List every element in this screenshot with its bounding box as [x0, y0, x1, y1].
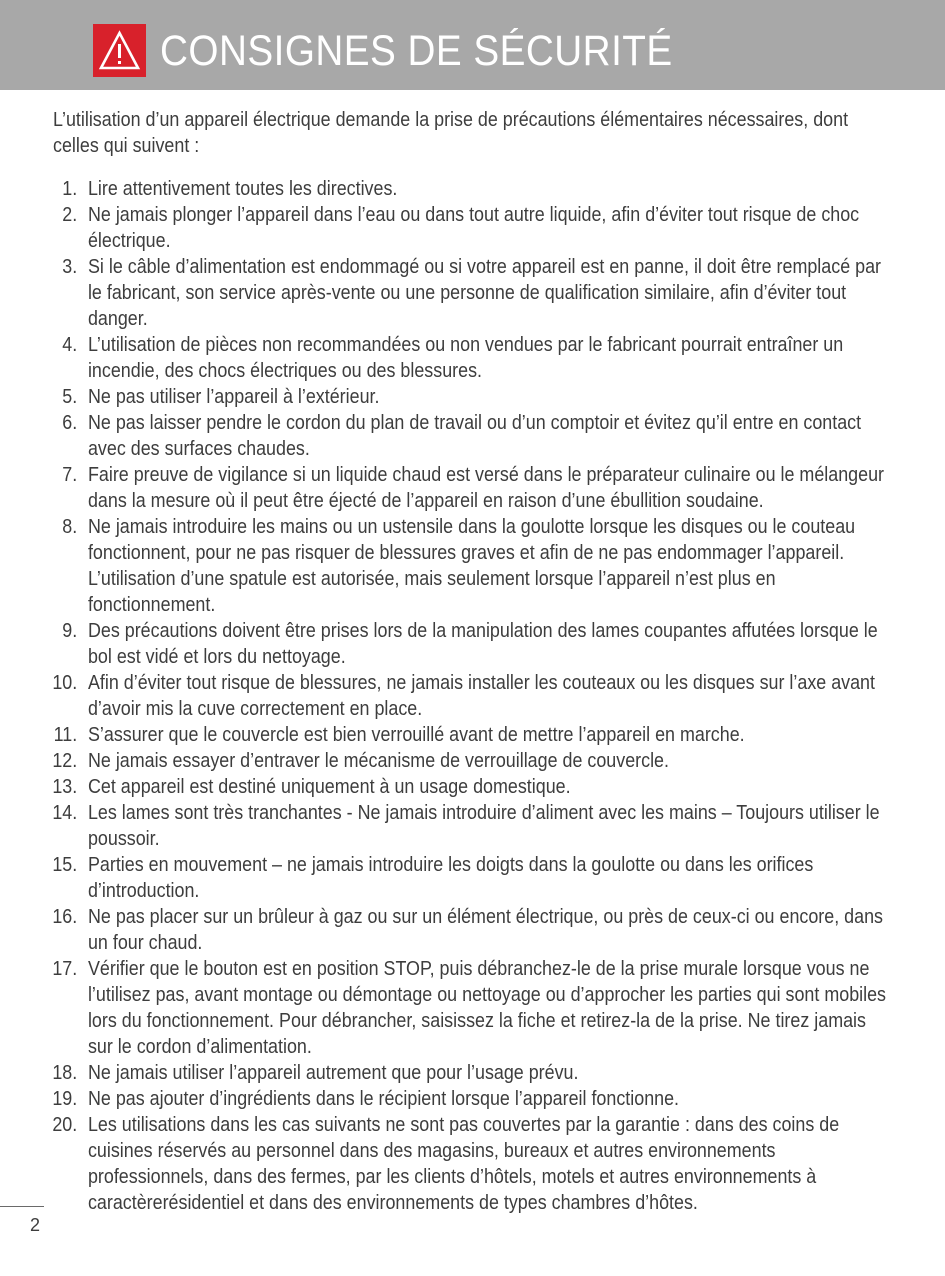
- list-item-number: 18.: [52, 1062, 78, 1084]
- list-item-number: 4.: [62, 334, 78, 356]
- list-item-number: 13.: [52, 776, 78, 798]
- list-item: [45, 852, 891, 904]
- page-title: CONSIGNES DE SÉCURITÉ: [160, 27, 673, 75]
- list-item-number: 14.: [52, 802, 78, 824]
- list-item: [45, 774, 891, 800]
- warning-triangle-icon: [93, 24, 146, 77]
- list-item: [45, 384, 891, 410]
- list-item: [45, 904, 891, 956]
- list-item-number: 16.: [52, 906, 78, 928]
- list-item: [45, 956, 891, 1060]
- list-item-text: Vérifier que le bouton est en position STOP, puis débranchez-le de la prise murale lorsque vous ne l’utilisez pas, avant montage ou démontage ou nettoyage ou d’approcher les parties qui sont mobiles lors du fonctionnement. Pour débrancher, saisissez la fiche et retirez-la de la prise. Ne tirez jamais sur le cordon d’alimentation.: [87, 958, 887, 1058]
- list-item-text: Faire preuve de vigilance si un liquide chaud est versé dans le préparateur culinaire ou le mélangeur dans la mesure où il peut être éjecté de l’appareil en raison d’une ébullition soudaine.: [87, 464, 884, 512]
- list-item-number: 11.: [53, 724, 78, 746]
- list-item: [45, 1060, 891, 1086]
- list-item-number: 9.: [62, 620, 78, 642]
- list-item-number: 12.: [52, 750, 78, 772]
- page-number-rule: [0, 1206, 44, 1207]
- list-item: [45, 254, 891, 332]
- list-item-number: 1.: [62, 178, 78, 200]
- list-item-text: Des précautions doivent être prises lors de la manipulation des lames coupantes affutées lorsque le bol est vidé et lors du nettoyage.: [87, 620, 878, 668]
- list-item-text: Ne jamais essayer d’entraver le mécanisme de verrouillage de couvercle.: [87, 750, 669, 772]
- list-item: [45, 800, 891, 852]
- list-item-text: Les lames sont très tranchantes - Ne jamais introduire d’aliment avec les mains – Toujours utiliser le poussoir.: [87, 802, 880, 850]
- list-item-text: Ne jamais utiliser l’appareil autrement que pour l’usage prévu.: [87, 1062, 579, 1084]
- list-item: [45, 748, 891, 774]
- list-item: [45, 514, 891, 618]
- list-item-text: L’utilisation de pièces non recommandées ou non vendues par le fabricant pourrait entraîner un incendie, des chocs électriques ou des blessures.: [87, 334, 844, 382]
- intro-paragraph: [53, 107, 876, 159]
- safety-instructions-list: [45, 176, 891, 1216]
- header-band: [0, 0, 945, 90]
- list-item-text: Ne jamais plonger l’appareil dans l’eau ou dans tout autre liquide, afin d’éviter tout risque de choc électrique.: [87, 204, 860, 252]
- list-item: [45, 332, 891, 384]
- list-item-number: 5.: [62, 386, 78, 408]
- list-item-text: Ne pas utiliser l’appareil à l’extérieur.: [87, 386, 380, 408]
- list-item-number: 2.: [62, 204, 78, 226]
- list-item-text: Ne pas ajouter d’ingrédients dans le récipient lorsque l’appareil fonctionne.: [87, 1088, 680, 1110]
- list-item-number: 8.: [62, 516, 78, 538]
- intro-text: L’utilisation d’un appareil électrique demande la prise de précautions élémentaires nécessaires, dont celles qui suivent :: [53, 109, 849, 157]
- list-item: [45, 202, 891, 254]
- list-item-text: Lire attentivement toutes les directives.: [87, 178, 398, 200]
- list-item-number: 7.: [62, 464, 78, 486]
- list-item-text: Parties en mouvement – ne jamais introduire les doigts dans la goulotte ou dans les orifices d’introduction.: [87, 854, 814, 902]
- list-item-text: Afin d’éviter tout risque de blessures, ne jamais installer les couteaux ou les disques sur l’axe avant d’avoir mis la cuve correctement en place.: [87, 672, 875, 720]
- page-number: 2: [30, 1215, 41, 1235]
- list-item: [45, 462, 891, 514]
- list-item: [45, 1112, 891, 1216]
- list-item-number: 19.: [52, 1088, 78, 1110]
- list-item: [45, 1086, 891, 1112]
- list-item: [45, 670, 891, 722]
- list-item-number: 6.: [62, 412, 78, 434]
- list-item: [45, 722, 891, 748]
- list-item: [45, 410, 891, 462]
- list-item-text: Ne pas laisser pendre le cordon du plan de travail ou d’un comptoir et évitez qu’il entre en contact avec des surfaces chaudes.: [87, 412, 862, 460]
- safety-list-container: [45, 176, 891, 1216]
- list-item-number: 15.: [52, 854, 78, 876]
- list-item-number: 20.: [52, 1114, 78, 1136]
- list-item-number: 3.: [62, 256, 78, 278]
- list-item-number: 10.: [52, 672, 78, 694]
- list-item-text: Si le câble d’alimentation est endommagé ou si votre appareil est en panne, il doit être remplacé par le fabricant, son service après-vente ou une personne de qualification similaire, afin d’éviter tout danger.: [87, 256, 881, 330]
- list-item-number: 17.: [52, 958, 78, 980]
- list-item-text: S’assurer que le couvercle est bien verrouillé avant de mettre l’appareil en marche.: [87, 724, 745, 746]
- list-item-text: Cet appareil est destiné uniquement à un usage domestique.: [87, 776, 571, 798]
- list-item: [45, 618, 891, 670]
- list-item: [45, 176, 891, 202]
- list-item-text: Ne jamais introduire les mains ou un ustensile dans la goulotte lorsque les disques ou le couteau fonctionnent, pour ne pas risquer de blessures graves et afin de ne pas endommager l’appareil. L’utilisation d’une spatule est autorisée, mais seulement lorsque l’appareil n’est plus en fonctionnement.: [87, 516, 856, 616]
- list-item-text: Ne pas placer sur un brûleur à gaz ou sur un élément électrique, ou près de ceux-ci ou encore, dans un four chaud.: [87, 906, 883, 954]
- list-item-text: Les utilisations dans les cas suivants ne sont pas couvertes par la garantie : dans des coins de cuisines réservés au personnel dans des magasins, bureaux et autres environnements professionnels, dans des fermes, par les clients d’hôtels, motels et autres environnements à caractèrerésidentiel et dans des environnements de types chambres d’hôtes.: [87, 1114, 840, 1214]
